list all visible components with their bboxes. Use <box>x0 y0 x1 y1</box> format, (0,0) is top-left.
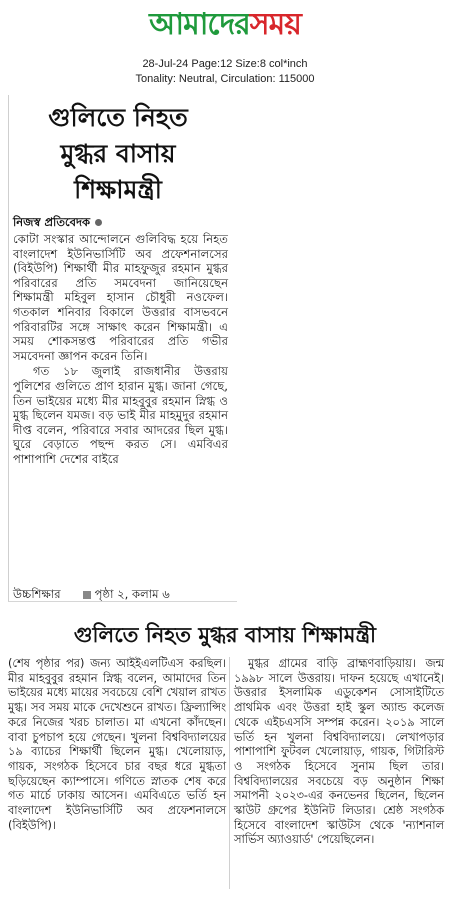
continuation-headline: গুলিতে নিহত মুগ্ধর বাসায় শিক্ষামন্ত্রী <box>73 623 377 647</box>
story-body <box>13 232 228 467</box>
clipping-meta-date-page: 28-Jul-24 Page:12 Size:8 col*inch <box>142 58 308 70</box>
continuation-column-right <box>234 657 444 848</box>
headline-line: মুগ্ধর বাসায় <box>60 139 176 168</box>
column-divider <box>229 657 230 889</box>
headline-line: শিক্ষামন্ত্রী <box>74 175 162 204</box>
newspaper-masthead <box>0 0 450 52</box>
continuation-column-left <box>8 657 226 833</box>
continuation-word: উচ্চশিক্ষার <box>13 587 61 601</box>
paragraph: মুগ্ধর গ্রামের বাড়ি ব্রাহ্মণবাড়িয়ায়। জন্ম ১৯৯৮ সালে উত্তরায়। দাফন হয়েছে এখানেই। উত্তরার ইসলামিক এডুকেশন সোসাইটিতে প্রাথমিক এবং উত্তরা হাই স্কুল অ্যান্ড কলেজ থেকে এইচএসসি সম্পন্ন করেন। ২০১৯ সালে ভর্তি হন খুলনা বিশ্ববিদ্যালয়ে। লেখাপড়ার পাশাপাশি ফুটবল খেলোয়াড়, গায়ক, গিটারিস্ট ও সংগঠক হিসেবে সুনাম ছিল তার। বিশ্ববিদ্যালয়ের সবচেয়ে বড় অনুষ্ঠান শিক্ষা সমাপনী ২০২৩-এর কনভেনর ছিলেন, ছিলেন স্কাউট গ্রুপের ইউনিট লিডার। শ্রেষ্ঠ সংগঠক হিসেবে বাংলাদেশ স্কাউটস থেকে 'ন্যাশনাল সার্ভিস অ্যাওয়ার্ড' পেয়েছিলেন। <box>234 657 444 847</box>
clipping-meta-tonality: Tonality: Neutral, Circulation: 115000 <box>135 73 315 85</box>
continuation-note <box>13 586 228 605</box>
paragraph: (শেষ পৃষ্ঠার পর) জন্য আইইএলটিএস করছিল। মীর মাহবুবুর রহমান স্নিগ্ধ বলেন, আমাদের তিন ভাইয়ের মধ্যে মায়ের সবচেয়ে বেশি খেয়াল রাখত মুগ্ধ। সব সময় মাকে দেখেশুনে রাখত। ফ্রিল্যান্সিং করে নিজের খরচ চালাত। মা এখনো কাঁদছেন। বাবা চুপচাপ হয়ে গেছেন। খুলনা বিশ্ববিদ্যালয়ের ১৯ ব্যাচের শিক্ষার্থী ছিলেন মুগ্ধ। খেলোয়াড়, গায়ক, সংগঠক হিসেবে চার বছর ধরে মুগ্ধতা ছড়িয়েছেন ক্যাম্পাসে। গণিতে স্নাতক শেষ করে গত মার্চে ঢাকায় আসেন। এমবিএতে ভর্তি হন বাংলাদেশ ইউনিভার্সিটি অব প্রফেশনালসে (বিইউপি)। <box>8 657 226 832</box>
paragraph: গত ১৮ জুলাই রাজধানীর উত্তরায় পুলিশের গুলিতে প্রাণ হারান মুগ্ধ। জানা গেছে, তিন ভাইয়ের মধ্যে মীর মাহবুবুর রহমান স্নিগ্ধ ও মুগ্ধ ছিলেন যমজ। বড় ভাই মীর মাহমুদুর রহমান দীপ্ত বলেন, পরিবারে সবার আদরের ছিল মুগ্ধ। ঘুরে বেড়াতে পছন্দ করত সে। এমবিএর পাশাপাশি দেশের বাইরে <box>13 364 228 466</box>
masthead-logo: আমাদেরসময় <box>149 7 301 42</box>
bullet-icon <box>95 219 102 226</box>
headline-line: গুলিতে নিহত <box>48 103 188 132</box>
story-headline <box>20 100 216 208</box>
continuation-ref: পৃষ্ঠা ২, কলাম ৬ <box>94 587 170 601</box>
byline: নিজস্ব প্রতিবেদক <box>13 214 102 233</box>
square-marker-icon <box>83 591 91 599</box>
paragraph: কোটা সংস্কার আন্দোলনে গুলিবিদ্ধ হয়ে নিহত বাংলাদেশ ইউনিভার্সিটি অব প্রফেশনালসের (বিইউপি) শিক্ষার্থী মীর মাহফুজুর রহমান মুগ্ধর পরিবারের প্রতি সমবেদনা জানিয়েছেন শিক্ষামন্ত্রী মহিবুল হাসান চৌধুরী নওফেল। গতকাল শনিবার বিকালে উত্তরার বাসভবনে পরিবারটির সঙ্গে সাক্ষাৎ করেন শিক্ষামন্ত্রী। এ সময় শোকসন্তপ্ত পরিবারের প্রতি গভীর সমবেদনা জ্ঞাপন করেন তিনি। <box>13 232 228 363</box>
